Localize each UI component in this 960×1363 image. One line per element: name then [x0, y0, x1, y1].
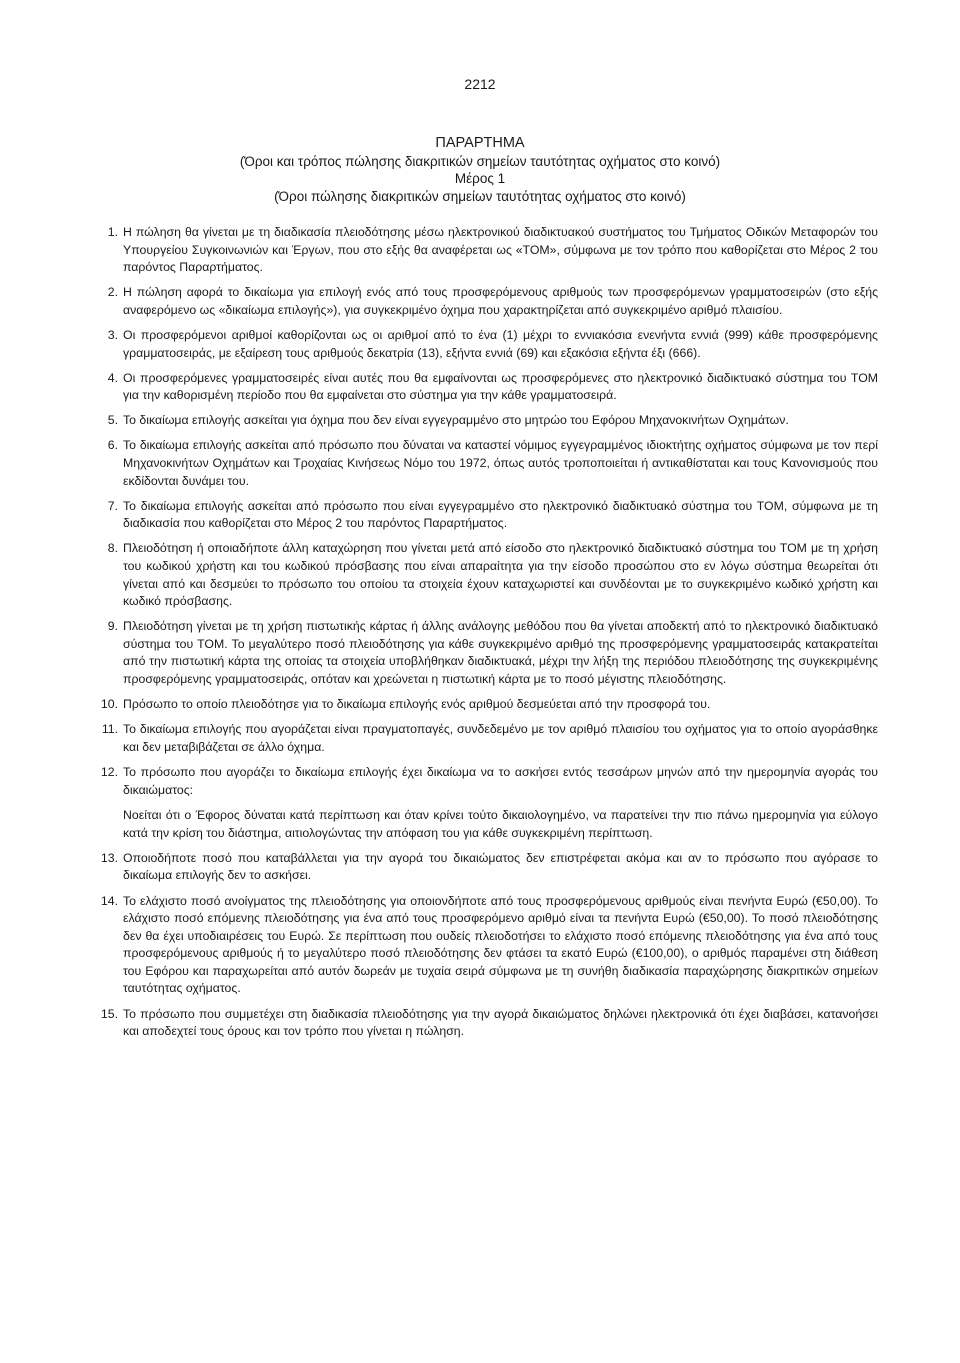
item-note: Νοείται ότι ο Έφορος δύναται κατά περίπτωση και όταν κρίνει τούτο δικαιολογημένο, να παρατείνει την πιο πάνω ημερομηνία για εύλογο κατά την κρίση του διάστημα, αιτιολογώντας την απόφαση του για κάθε συγκεκριμένη περίπτωση.	[123, 808, 878, 840]
list-item	[92, 498, 878, 533]
item-text: Πλειοδότηση ή οποιαδήποτε άλλη καταχώρηση που γίνεται μετά από είσοδο στο ηλεκτρονικό διαδικτυακό σύστημα του ΤΟΜ με τη χρήση του κωδικού χρήστη και του κωδικού πρόσβασης που είναι απαραίτητα για την είσοδο προσώπου στο εν λόγω σύστημα θεωρείται ότι γίνεται από και δεσμεύει το πρόσωπο του οποίου τα στοιχεία έχουν καταχωριστεί και συνδέονται με το συγκεκριμένο κωδικό χρήστη και κωδικό πρόσβασης.	[123, 541, 878, 609]
item-text: Οι προσφερόμενοι αριθμοί καθορίζονται ως οι αριθμοί από το ένα (1) μέχρι το εννιακόσια ενενήντα εννιά (999) κάθε προσφερόμενης γραμματοσειράς, με εξαίρεση τους αριθμούς δεκατρία (13), εξήντα εννιά (69) και εξακόσια εξήντα έξι (666).	[123, 327, 878, 360]
list-item	[92, 284, 878, 319]
item-text: Πρόσωπο το οποίο πλειοδότησε για το δικαίωμα επιλογής ενός αριθμού δεσμεύεται από την προσφορά του.	[123, 697, 711, 712]
item-number: 1.	[107, 225, 118, 239]
item-number: 10.	[100, 697, 118, 712]
item-text: Το πρόσωπο που αγοράζει το δικαίωμα επιλογής έχει δικαίωμα να το ασκήσει εντός τεσσάρων μηνών από την ημερομηνία αγοράς του δικαιώματος:	[123, 764, 878, 797]
item-number: 8.	[107, 541, 118, 556]
page-number: 2212	[464, 76, 496, 92]
item-number: 14.	[100, 893, 118, 908]
item-number: 6.	[107, 438, 118, 453]
item-number: 7.	[107, 498, 118, 513]
list-item	[92, 618, 878, 688]
item-text: Το πρόσωπο που συμμετέχει στη διαδικασία πλειοδότησης για την αγορά δικαιώματος δηλώνει ηλεκτρονικά ότι έχει διαβάσει, κατανοήσει και αποδεχτεί τους όρους και τον τρόπο που γίνεται η πώληση.	[123, 1006, 878, 1039]
item-number: 12.	[100, 764, 118, 779]
item-number: 2.	[107, 285, 118, 300]
item-text: Η πώληση θα γίνεται με τη διαδικασία πλειοδότησης μέσω ηλεκτρονικού διαδικτυακού συστήματος του Τμήματος Οδικών Μεταφορών του Υπουργείου Συγκοινωνιών και Έργων, που στο εξής θα αναφέρεται ως «ΤΟΜ», σύμφωνα με τον τρόπο που καθορίζεται στο Μέρος 2 του παρόντος Παραρτήματος.	[123, 225, 878, 275]
list-item	[92, 370, 878, 405]
terms-list	[92, 224, 878, 1048]
item-number: 4.	[107, 370, 118, 385]
item-number: 15.	[100, 1006, 118, 1021]
list-item	[92, 540, 878, 610]
list-item	[92, 893, 878, 999]
list-item	[92, 412, 878, 430]
item-text: Το δικαίωμα επιλογής ασκείται από πρόσωπο που δύναται να καταστεί νόμιμος εγγεγραμμένος ιδιοκτήτης οχήματος σύμφωνα με τον περί Μηχανοκινήτων Οχημάτων και Τροχαίας Κινήσεως Νόμο του 1972, όπως αυτός τροποποιείται ή αντικαθίσταται και τους Κανονισμούς που εκδίδονται δυνάμει του.	[123, 438, 878, 488]
list-item	[92, 850, 878, 885]
list-item	[92, 721, 878, 756]
item-number: 11.	[101, 722, 118, 737]
annex-header	[0, 135, 960, 205]
item-text: Το δικαίωμα επιλογής ασκείται για όχημα που δεν είναι εγγεγραμμένο στο μητρώο του Εφόρου Μηχανοκινήτων Οχημάτων.	[123, 413, 789, 428]
list-item	[92, 764, 878, 842]
part-title: (Όροι πώλησης διακριτικών σημείων ταυτότητας οχήματος στο κοινό)	[274, 188, 686, 204]
list-item	[92, 696, 878, 714]
item-text: Το δικαίωμα επιλογής ασκείται από πρόσωπο που είναι εγγεγραμμένο στο ηλεκτρονικό διαδικτυακό σύστημα του ΤΟΜ, σύμφωνα με τη διαδικασία που καθορίζεται στο Μέρος 2 του παρόντος Παραρτήματος.	[123, 498, 878, 531]
list-item	[92, 1006, 878, 1041]
item-number: 5.	[107, 413, 118, 428]
list-item	[92, 437, 878, 490]
part-label: Μέρος 1	[454, 171, 506, 187]
item-text: Το ελάχιστο ποσό ανοίγματος της πλειοδότησης για οποιονδήποτε από τους προσφερόμενους αριθμούς είναι πενήντα Ευρώ (€50,00). Το ελάχιστο ποσό επόμενης πλειοδότησης για ένα από τους προσφερόμενο αριθμό είναι τα πενήντα Ευρώ (€50,00). Το ποσό πλειοδότησης δεν θα έχει υποδιαιρέσεις του Ευρώ. Σε περίπτωση που ουδείς πλειοδοτήσει το ελάχιστο ποσό επόμενης πλειοδότησης για ένα από τους προσφερόμενους αριθμούς ή το μεγαλύτερο ποσό πλειοδότησης δεν φτάσει τα εκατό Ευρώ (€100,00), ο αριθμός παραμένει στη διάθεση του Εφόρου και παραχωρείται από αυτόν δωρεάν με τυχαία σειρά σύμφωνα με τη συνήθη διαδικασία παραχώρησης διακριτικών σημείων ταυτότητας οχήματος.	[123, 893, 878, 996]
item-number: 3.	[107, 327, 118, 342]
item-text: Η πώληση αφορά το δικαίωμα για επιλογή ενός από τους προσφερόμενους αριθμούς των προσφερόμενων γραμματοσειρών (στο εξής αναφερόμενο ως «δικαίωμα επιλογής»), για συγκεκριμένο όχημα που χαρακτηρίζεται από συγκεκριμένο αριθμό πλαισίου.	[123, 285, 878, 317]
annex-subtitle: (Όροι και τρόπος πώλησης διακριτικών σημείων ταυτότητας οχήματος στο κοινό)	[239, 153, 721, 169]
item-number: 13.	[100, 850, 118, 865]
list-item	[92, 224, 878, 277]
annex-title: ΠΑΡΑΡΤΗΜΑ	[435, 135, 525, 151]
item-text: Το δικαίωμα επιλογής που αγοράζεται είναι πραγματοπαγές, συνδεδεμένο με τον αριθμό πλαισίου του οχήματος για το οποίο αγοράσθηκε και δεν μεταβιβάζεται σε άλλο όχημα.	[123, 722, 878, 754]
item-text: Πλειοδότηση γίνεται με τη χρήση πιστωτικής κάρτας ή άλλης ανάλογης μεθόδου που θα γίνεται αποδεκτή από το ηλεκτρονικό διαδικτυακό σύστημα του ΤΟΜ. Το μεγαλύτερο ποσό πλειοδότησης για κάθε συγκεκριμένο αριθμό της προσφερόμενης γραμματοσειράς κατακρατείται από την πιστωτική κάρτα της οποίας τα στοιχεία υποβλήθηκαν διαδικτυακά, μέχρι την λήξη της περιόδου πλειοδότησης της συγκεκριμένης προσφερόμενης γραμματοσειράς, οπόταν και χρεώνεται η πιστωτική κάρτα με το ποσό μέγιστης πλειοδότησης.	[123, 619, 878, 687]
list-item	[92, 327, 878, 362]
item-text: Οποιοδήποτε ποσό που καταβάλλεται για την αγορά του δικαιώματος δεν επιστρέφεται ακόμα και αν το πρόσωπο που αγόρασε το δικαίωμα επιλογής δεν το ασκήσει.	[123, 850, 878, 883]
item-text: Οι προσφερόμενες γραμματοσειρές είναι αυτές που θα εμφαίνονται ως προσφερόμενες στο ηλεκτρονικό διαδικτυακό σύστημα του ΤΟΜ για την καθορισμένη περίοδο που θα εμφαίνεται στο σύστημα για την κάθε γραμματοσειρά.	[123, 370, 878, 403]
item-number: 9.	[107, 619, 118, 634]
